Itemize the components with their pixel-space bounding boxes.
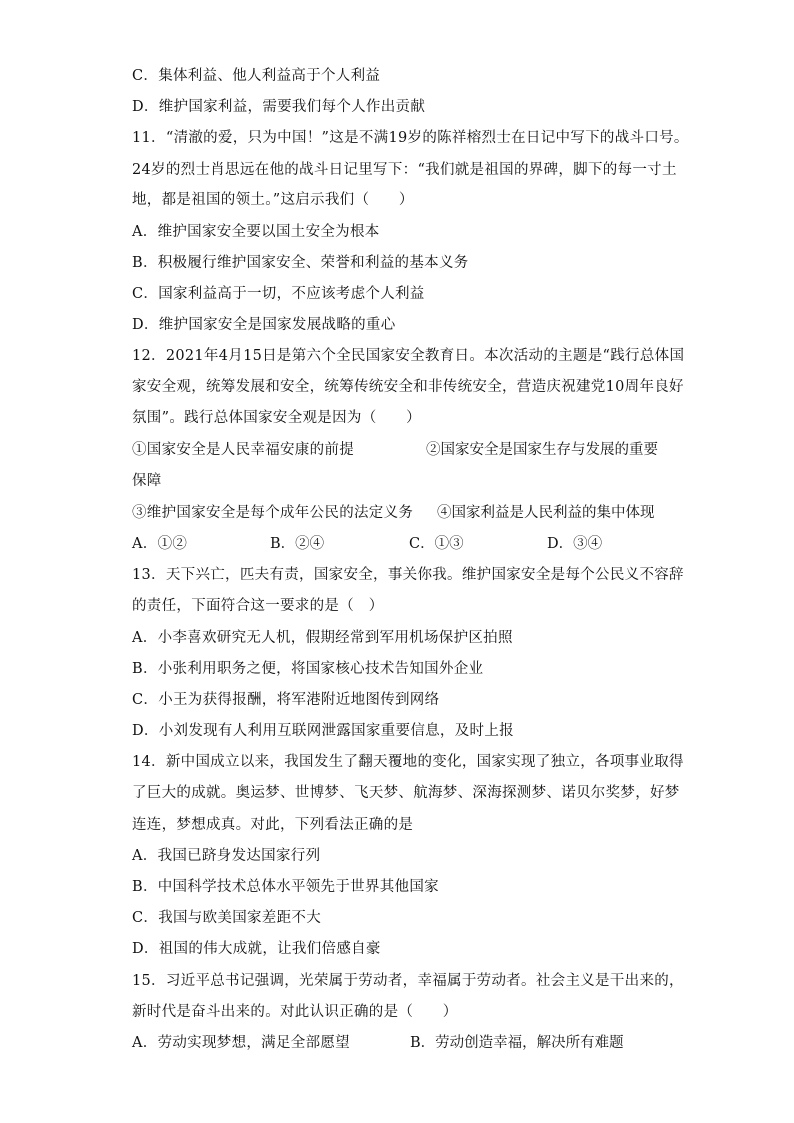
q14-option-a: A．我国已跻身发达国家行列 [132, 848, 321, 864]
q12-item-1: ①国家安全是人民幸福安康的前提 [132, 442, 354, 458]
q11-option-b: B．积极履行维护国家安全、荣誉和利益的基本义务 [132, 255, 469, 271]
q10-option-c: C．集体利益、他人利益高于个人利益 [132, 68, 381, 84]
q13-option-c: C．小王为获得报酬，将军港附近地图传到网络 [132, 692, 440, 708]
q14-stem-line3: 连连，梦想成真。对此，下列看法正确的是 [132, 817, 414, 833]
q11-stem-line3: 地，都是祖国的领土。”这启示我们（ ） [132, 192, 414, 208]
q12-stem-line1: 12．2021年4月15日是第六个全民国家安全教育日。本次活动的主题是“践行总体国 [132, 348, 685, 364]
q12-option-d: D．③④ [547, 536, 603, 552]
q11-stem-line1: 11．“清澈的爱，只为中国！”这是不满19岁的陈祥榕烈士在日记中写下的战斗口号。 [132, 130, 689, 146]
q15-option-a: A．劳动实现梦想，满足全部愿望 [132, 1035, 350, 1051]
q12-stem-line2: 家安全观，统筹发展和安全，统筹传统安全和非传统安全，营造庆祝建党10周年良好 [132, 379, 684, 395]
q11-stem-line2: 24岁的烈士肖思远在他的战斗日记里写下：“我们就是祖国的界碑，脚下的每一寸土 [132, 162, 677, 178]
q13-stem-line1: 13．天下兴亡，匹夫有责，国家安全，事关你我。维护国家安全是每个公民义不容辞 [132, 567, 684, 583]
q12-option-a: A．①② [132, 536, 188, 552]
q13-option-b: B．小张利用职务之便，将国家核心技术告知国外企业 [132, 661, 484, 677]
q14-stem-line2: 了巨大的成就。奥运梦、世博梦、飞天梦、航海梦、深海探测梦、诺贝尔奖梦，好梦 [132, 785, 680, 801]
q12-item-2-cont: 保障 [132, 473, 162, 489]
q14-stem-line1: 14．新中国成立以来，我国发生了翻天覆地的变化，国家实现了独立，各项事业取得 [132, 754, 684, 770]
q15-stem-line1: 15．习近平总书记强调，光荣属于劳动者，幸福属于劳动者。社会主义是干出来的， [132, 973, 684, 989]
q13-option-d: D．小刘发现有人利用互联网泄露国家重要信息，及时上报 [132, 723, 514, 739]
q12-item-4: ④国家利益是人民利益的集中体现 [437, 505, 655, 521]
q12-option-b: B．②④ [270, 536, 325, 552]
q11-option-c: C．国家利益高于一切，不应该考虑个人利益 [132, 286, 425, 302]
q12-item-3: ③维护国家安全是每个成年公民的法定义务 [132, 505, 414, 521]
q15-option-b: B．劳动创造幸福，解决所有难题 [410, 1035, 624, 1051]
q14-option-c: C．我国与欧美国家差距不大 [132, 910, 321, 926]
q14-option-b: B．中国科学技术总体水平领先于世界其他国家 [132, 879, 439, 895]
q11-option-a: A．维护国家安全要以国土安全为根本 [132, 224, 380, 240]
q12-option-c: C．①③ [409, 536, 464, 552]
q11-option-d: D．维护国家安全是国家发展战略的重心 [132, 317, 396, 333]
q13-option-a: A．小李喜欢研究无人机，假期经常到军用机场保护区拍照 [132, 630, 513, 646]
q15-stem-line2: 新时代是奋斗出来的。对此认识正确的是（ ） [132, 1004, 458, 1020]
q12-item-2: ②国家安全是国家生存与发展的重要 [426, 442, 658, 458]
q14-option-d: D．祖国的伟大成就，让我们倍感自豪 [132, 941, 381, 957]
q13-stem-line2: 的责任，下面符合这一要求的是（ ） [132, 598, 384, 614]
q10-option-d: D．维护国家利益，需要我们每个人作出贡献 [132, 99, 426, 115]
q12-stem-line3: 氛围”。践行总体国家安全观是因为（ ） [132, 410, 421, 426]
